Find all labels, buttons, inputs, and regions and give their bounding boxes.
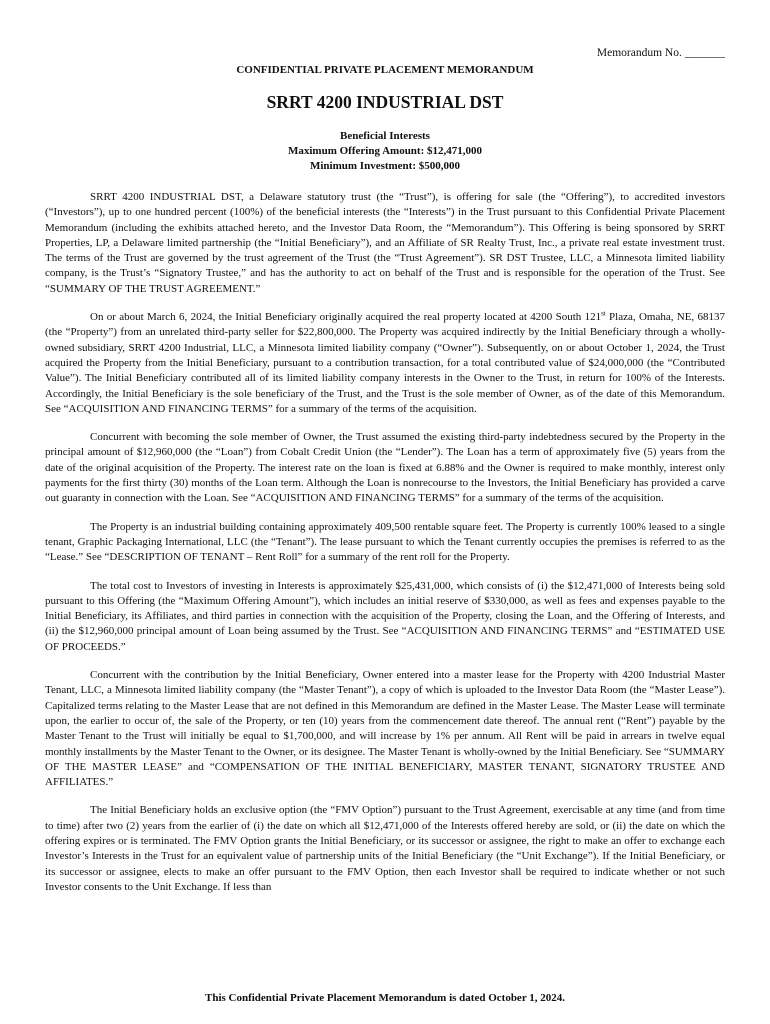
paragraph-text: Plaza, Omaha, NE, 68137 (the “Property”) from an unrelated third-party seller for $22,800,000. The Property was acquired indirectly by the Initial Beneficiary through a wholly-owned subsidiary, SRRT 4200 Industrial, LLC, a Minnesota limited liability company (“Owner”). Subsequently, on or about October 1, 2024, the Trust acquired the Property from the Initial Beneficiary, pursuant to a contribution transaction, for a total contributed value of $24,000,000 (the “Contributed Value”). The Initial Beneficiary contributed all of its limited liability company interests in the Owner to the Trust, in return for 100% of the Interests. Accordingly, the Initial Beneficiary is the sole beneficiary of the Trust, and the Trust is the sole member of Owner, as of the date of this Memorandum. See “ACQUISITION AND FINANCING TERMS” for a summary of the terms of the acquisition.: [45, 311, 725, 415]
paragraph-total-cost: The total cost to Investors of investing in Interests is approximately $25,431,000, which consists of (i) the $12,471,000 of Interests being sold pursuant to this Offering (the “Maximum Offering Amount”), which includes an initial reserve of $330,000, as well as fees and expenses payable to the Initial Beneficiary, its Affiliates, and third parties in connection with the acquisition of the Property, closing the Loan, and the Offering of Interests, and (ii) the $12,960,000 principal amount of Loan being assumed by the Trust. See “ACQUISITION AND FINANCING TERMS” and “ESTIMATED USE OF PROCEEDS.”: [45, 579, 725, 653]
document-title: SRRT 4200 INDUSTRIAL DST: [266, 92, 504, 112]
paragraph-property-acquisition: [45, 310, 725, 417]
offering-summary: [0, 129, 770, 174]
interests-line: Beneficial Interests: [340, 130, 430, 142]
paragraph-fmv-option: The Initial Beneficiary holds an exclusive option (the “FMV Option”) pursuant to the Trust Agreement, exercisable at any time (and from time to time) after two (2) years from the earlier of (i) the date on which all $12,471,000 of the Interests offered hereby are sold, or (ii) the date on which the offering expires or is terminated. The FMV Option grants the Initial Beneficiary, or its successor or assignee, the right to make an offer to exchange each Investor’s Interests in the Trust for an equivalent value of partnership units of the Initial Beneficiary (the “Unit Exchange”). If the Initial Beneficiary, or its successor or assignee, elects to make an offer pursuant to the FMV Option, then each Investor shall be required to indicate whether or not such Investor consents to the Unit Exchange. If less than: [45, 804, 725, 893]
min-investment-line: Minimum Investment: $500,000: [309, 160, 461, 172]
memorandum-number: Memorandum No. _______: [596, 47, 725, 59]
memorandum-body: [45, 190, 725, 908]
paragraph-text: On or about March 6, 2024, the Initial Beneficiary originally acquired the real property located at 4200 South 121: [90, 311, 602, 324]
paragraph-master-lease: Concurrent with the contribution by the Initial Beneficiary, Owner entered into a master lease for the Property with 4200 Industrial Master Tenant, LLC, a Minnesota limited liability company (the “Master Tenant”), a copy of which is uploaded to the Investor Data Room (the “Master Lease”). Capitalized terms relating to the Master Lease that are not defined in this Memorandum are defined in the Master Lease. The Master Lease will terminate upon, the earlier to occur of, the sale of the Property, or ten (10) years from the commencement date thereof. The annual rent (“Rent”) payable by the Master Tenant to the Trust will initially be equal to $1,700,000, and will increase by 1% per annum. All Rent will be paid in arrears in twelve equal monthly installments by the Master Tenant to the Owner, or its designee. The Master Tenant is wholly-owned by the Initial Beneficiary. See “SUMMARY OF THE MASTER LEASE” and “COMPENSATION OF THE INITIAL BENEFICIARY, MASTER TENANT, SIGNATORY TRUSTEE AND AFFILIATES.”: [45, 669, 725, 789]
memorandum-date-footer: This Confidential Private Placement Memorandum is dated October 1, 2024.: [204, 992, 565, 1004]
paragraph-trust-offering: SRRT 4200 INDUSTRIAL DST, a Delaware statutory trust (the “Trust”), is offering for sale (the “Offering”), to accredited investors (“Investors”), up to one hundred percent (100%) of the beneficial interests (the “Interests”) in the Trust pursuant to this Confidential Private Placement Memorandum (including the exhibits attached hereto, and the Investor Data Room, the “Memorandum”). This Offering is being sponsored by SRRT Properties, LP, a Delaware limited partnership (the “Initial Beneficiary”), and an Affiliate of SR Realty Trust, Inc., a private real estate investment trust. The terms of the Trust are governed by the trust agreement of the Trust (the “Trust Agreement”). SR DST Trustee, LLC, a Minnesota limited liability company, is the Trust’s “Signatory Trustee,” and has the authority to act on behalf of the Trust and is responsible for the operation of the Trust. See “SUMMARY OF THE TRUST AGREEMENT.”: [45, 191, 725, 295]
paragraph-property-description: The Property is an industrial building containing approximately 409,500 rentable square feet. The Property is currently 100% leased to a single tenant, Graphic Packaging International, LLC (the “Tenant”). The lease pursuant to which the Tenant currently occupies the premises is referred to as the “Lease.” See “DESCRIPTION OF TENANT – Rent Roll” for a summary of the rent roll for the Property.: [45, 520, 725, 564]
ordinal-suffix: st: [601, 309, 606, 318]
max-offering-line: Maximum Offering Amount: $12,471,000: [287, 145, 482, 157]
paragraph-loan: Concurrent with becoming the sole member of Owner, the Trust assumed the existing third-party indebtedness secured by the Property in the principal amount of $12,960,000 (the “Loan”) from Cobalt Credit Union (the “Lender”). The Loan has a term of approximately five (5) years from the date of the original acquisition of the Property. The interest rate on the loan is fixed at 6.88% and the Owner is required to make monthly, interest only payments for the first thirty (30) months of the Loan term. Although the Loan is nonrecourse to the Investors, the Initial Beneficiary has provided a carve out guaranty in connection with the Loan. See “ACQUISITION AND FINANCING TERMS” for a summary of the terms of the acquisition.: [45, 431, 725, 505]
confidential-heading: CONFIDENTIAL PRIVATE PLACEMENT MEMORANDUM: [236, 64, 534, 76]
